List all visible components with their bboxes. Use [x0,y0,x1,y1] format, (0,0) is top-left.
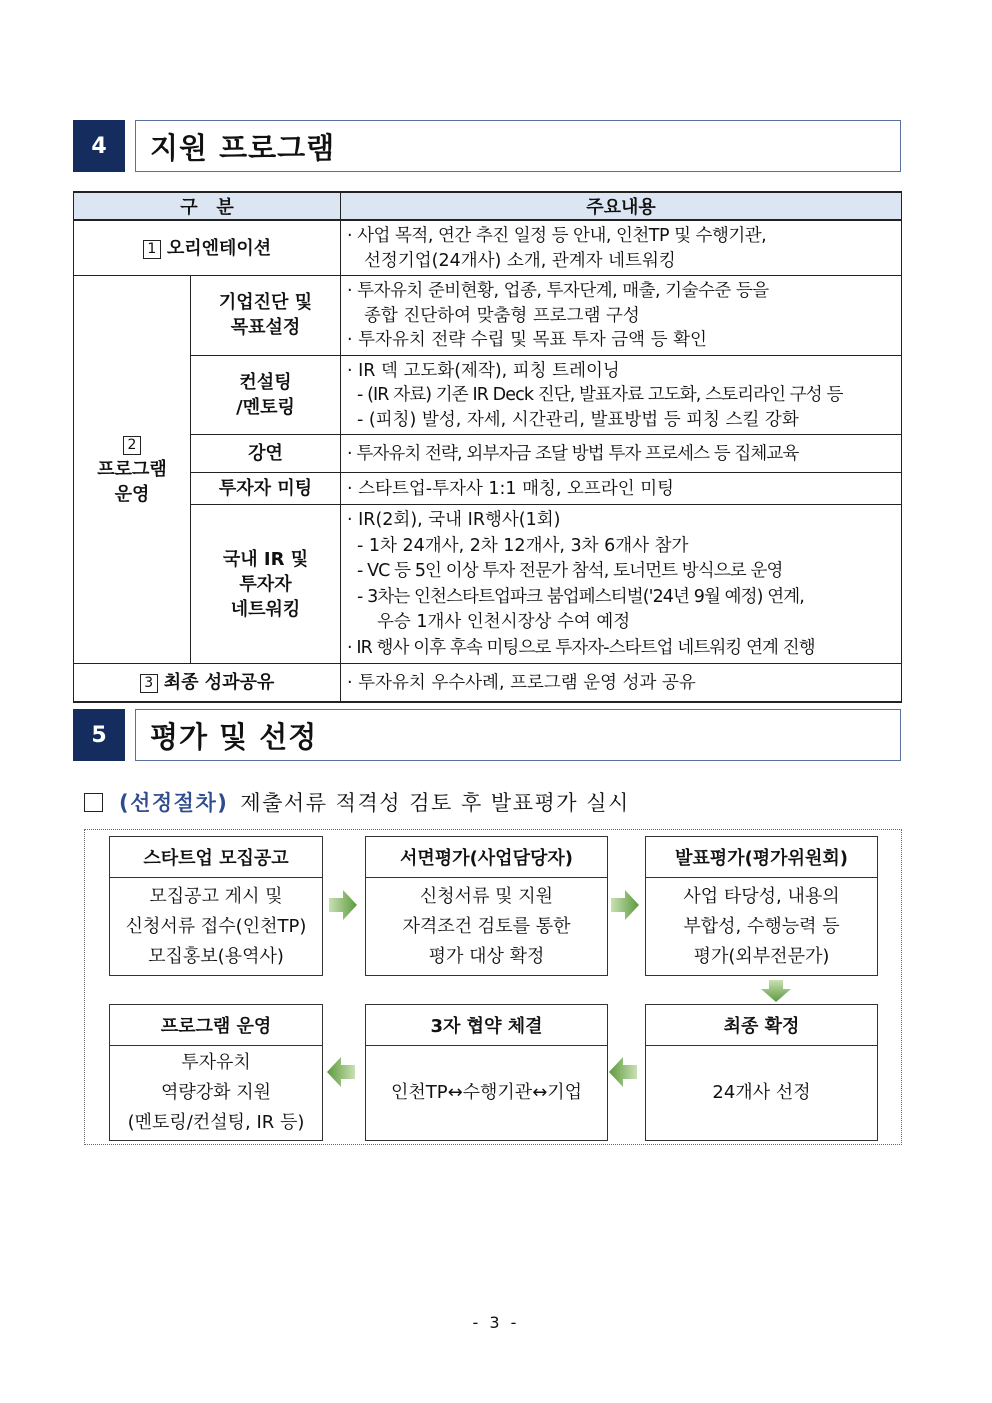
flow-box-body [646,1046,877,1140]
content-meeting [341,473,902,505]
item-number-box: 1 [143,240,161,259]
content-ir [341,505,902,664]
content-line: - (IR 자료) 기존 IR Deck 진단, 발표자료 고도화, 스토리라인 구성 등 [357,385,843,405]
header-category: 구 분 [74,192,341,220]
procedure-label: (선정절차) [119,791,229,815]
flow-box-line: 투자유치 [181,1052,251,1073]
table-header-row [74,192,902,220]
procedure-line [84,787,630,817]
arrow-right-icon [329,890,357,920]
table-row-meeting [74,473,902,505]
page-number: - 3 - [472,1313,520,1332]
section-title: 지원 프로그램 [135,120,901,172]
flow-box-title: 프로그램 운영 [110,1005,322,1046]
section-title: 평가 및 선정 [135,709,901,761]
arrow-left-icon [609,1057,637,1087]
flow-box-presentation-review [645,836,878,976]
flow-box-line: 평가 대상 확정 [428,945,545,967]
subcategory-label: /멘토링 [236,396,295,418]
item-number-box: 2 [123,436,141,455]
content-line: - 3차는 인천스타트업파크 붐업페스티벌('24년 9월 예정) 연계, [357,586,804,607]
table-row-ir [74,505,902,664]
flow-box-document-review [365,836,608,976]
content-line: · IR 행사 이후 후속 미팅으로 투자자-스타트업 네트워킹 연계 진행 [347,637,815,658]
category-label: 오리엔테이션 [166,237,272,259]
section-number: 5 [73,709,125,761]
subcategory-label: 기업진단 및 [218,292,313,314]
category-program [74,276,191,664]
flow-box-line: 부합성, 수행능력 등 [683,915,840,937]
content-line: · 투자유치 전략, 외부자금 조달 방법 투자 프로세스 등 집체교육 [347,443,799,464]
arrow-down-icon [761,980,791,1002]
arrow-right-icon [611,890,639,920]
flow-box-line: 모집공고 게시 및 [149,885,283,907]
checkbox-bullet-icon [84,793,103,812]
flow-box-body [110,1046,322,1140]
table-row-consulting [74,355,902,435]
table-row-final [74,664,902,702]
flow-box-body [110,878,322,975]
flow-box-line: 사업 타당성, 내용의 [683,885,840,907]
flow-box-recruitment [109,836,323,976]
flow-box-title: 발표평가(평가위원회) [646,837,877,878]
flow-box-program-operation [109,1004,323,1141]
content-consulting [341,355,902,435]
table-row-diagnosis [74,276,902,356]
content-line: · 스타트업-투자사 1:1 매칭, 오프라인 미팅 [347,478,675,499]
section-4-header [73,120,901,172]
content-orientation [341,220,902,276]
content-line: · 사업 목적, 연간 추진 일정 등 안내, 인천TP 및 수행기관, [347,226,767,246]
flow-box-line: 평가(외부전문가) [693,945,830,967]
table-row-orientation [74,220,902,276]
content-line: - 1차 24개사, 2차 12개사, 3차 6개사 참가 [357,535,689,556]
subcategory-label: 투자자 [239,573,292,595]
content-line: - (피칭) 발성, 자세, 시간관리, 발표방법 등 피칭 스킬 강화 [357,409,799,430]
section-5-header [73,709,901,761]
header-content: 주요내용 [341,192,902,220]
category-label: 프로그램 [97,459,167,480]
subcategory-lecture: 강연 [191,435,341,473]
flow-box-line: 역량강화 지원 [160,1082,272,1103]
flow-box-body [366,878,607,975]
content-diagnosis [341,276,902,356]
flow-box-title: 스타트업 모집공고 [110,837,322,878]
category-label: 최종 성과공유 [163,671,275,693]
section-number: 4 [73,120,125,172]
table-row-lecture [74,435,902,473]
flow-box-title: 서면평가(사업담당자) [366,837,607,878]
content-line: 우승 1개사 인천시장상 수여 예정 [377,612,631,632]
content-line: · 투자유치 준비현황, 업종, 투자단계, 매출, 기술수준 등을 [347,281,769,301]
category-orientation [74,220,341,276]
flow-box-line: 24개사 선정 [712,1082,811,1103]
category-final [74,664,341,702]
subcategory-meeting: 투자자 미팅 [191,473,341,505]
subcategory-ir [191,505,341,664]
content-line: · IR 덱 고도화(제작), 피칭 트레이닝 [347,360,620,381]
flow-box-body [366,1046,607,1140]
flow-box-line: 모집홍보(용역사) [148,945,284,967]
arrow-left-icon [327,1057,355,1087]
content-line: · IR(2회), 국내 IR행사(1회) [347,510,561,530]
category-label: 운영 [114,484,150,505]
flow-box-line: 인천TP↔수행기관↔기업 [390,1082,583,1103]
subcategory-label: 컨설팅 [239,371,292,393]
program-table [73,191,902,703]
subcategory-consulting [191,355,341,435]
subcategory-label: 국내 IR 및 [222,548,309,570]
procedure-text: 제출서류 적격성 검토 후 발표평가 실시 [240,791,630,815]
content-final [341,664,902,702]
flow-box-title: 최종 확정 [646,1005,877,1046]
content-lecture [341,435,902,473]
flow-box-line: (멘토링/컨설팅, IR 등) [127,1112,305,1133]
flow-box-title: 3자 협약 체결 [366,1005,607,1046]
content-line: · 투자유치 전략 수립 및 목표 투자 금액 등 확인 [347,330,707,350]
item-number-box: 3 [140,674,158,693]
content-line: - VC 등 5인 이상 투자 전문가 참석, 토너먼트 방식으로 운영 [357,561,783,581]
flow-box-line: 자격조건 검토를 통한 [402,915,571,937]
subcategory-diagnosis [191,276,341,356]
flow-box-line: 신청서류 접수(인천TP) [125,915,307,937]
content-line: 종합 진단하여 맞춤형 프로그램 구성 [364,305,640,326]
selection-flow-diagram [84,829,902,1145]
flow-box-final-decision [645,1004,878,1141]
content-line: · 투자유치 우수사례, 프로그램 운영 성과 공유 [347,672,696,693]
subcategory-label: 네트워킹 [230,598,301,620]
flow-box-body [646,878,877,975]
flow-box-agreement [365,1004,608,1141]
flow-box-line: 신청서류 및 지원 [419,885,554,907]
content-line: 선정기업(24개사) 소개, 관계자 네트워킹 [364,250,676,271]
subcategory-label: 목표설정 [230,317,301,339]
